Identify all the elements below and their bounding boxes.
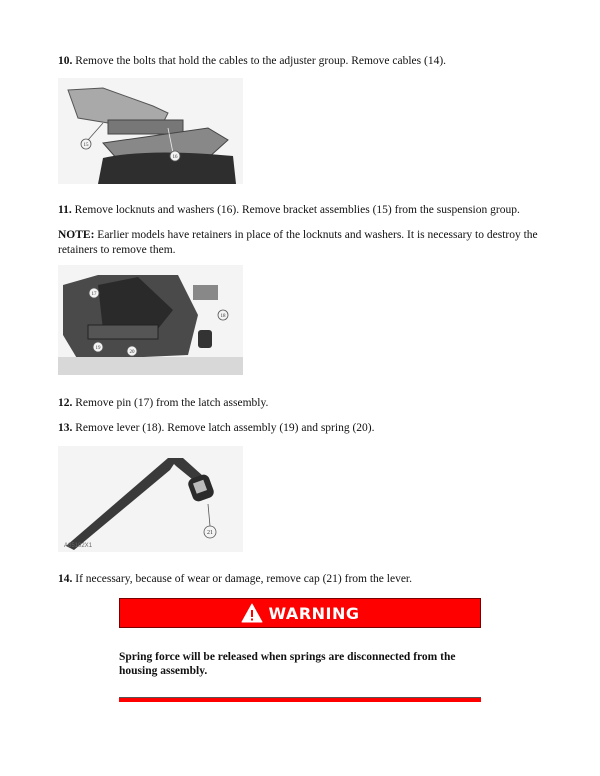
step-10 xyxy=(58,54,548,69)
callout-16: 16 xyxy=(172,155,178,160)
callout-15: 15 xyxy=(83,143,89,148)
note xyxy=(58,228,548,258)
latch-illustration xyxy=(58,265,243,375)
note-label: NOTE: xyxy=(58,229,95,241)
step-text: Remove the bolts that hold the cables to the adjuster group. Remove cables (14). xyxy=(72,55,447,67)
step-number: 10. xyxy=(58,55,73,67)
callout-20: 20 xyxy=(129,350,135,355)
step-text: If necessary, because of wear or damage, remove cap (21) from the lever. xyxy=(72,573,412,585)
step-number: 12. xyxy=(58,397,73,409)
step-number: 11. xyxy=(58,204,72,216)
adjuster-illustration xyxy=(58,78,243,184)
warning-label: WARNING xyxy=(268,603,360,623)
step-13 xyxy=(58,421,548,436)
step-text: Remove locknuts and washers (16). Remove bracket assemblies (15) from the suspension group. xyxy=(71,204,520,216)
figure-caption: A85102X1 xyxy=(64,543,93,549)
step-text: Remove lever (18). Remove latch assembly (19) and spring (20). xyxy=(72,422,375,434)
warning-text: Spring force will be released when springs are disconnected from the housing assembly. xyxy=(119,651,456,677)
callout-19: 19 xyxy=(95,346,101,351)
step-14 xyxy=(58,572,548,587)
step-11 xyxy=(58,203,548,218)
lever-illustration xyxy=(58,446,243,552)
figure-lever xyxy=(58,446,243,552)
callout-17: 17 xyxy=(91,292,97,297)
figure-latch-assembly xyxy=(58,265,243,375)
step-number: 13. xyxy=(58,422,73,434)
warning-banner xyxy=(119,598,481,628)
step-number: 14. xyxy=(58,573,73,585)
warning-triangle-icon xyxy=(241,603,263,623)
callout-21: 21 xyxy=(207,530,213,536)
step-12 xyxy=(58,396,548,411)
callout-18: 18 xyxy=(220,314,226,319)
step-text: Remove pin (17) from the latch assembly. xyxy=(72,397,269,409)
note-text: Earlier models have retainers in place of the locknuts and washers. It is necessary to destroy the retainers to remove them. xyxy=(58,229,538,256)
warning-divider xyxy=(119,697,481,702)
figure-adjuster-cables xyxy=(58,78,243,184)
